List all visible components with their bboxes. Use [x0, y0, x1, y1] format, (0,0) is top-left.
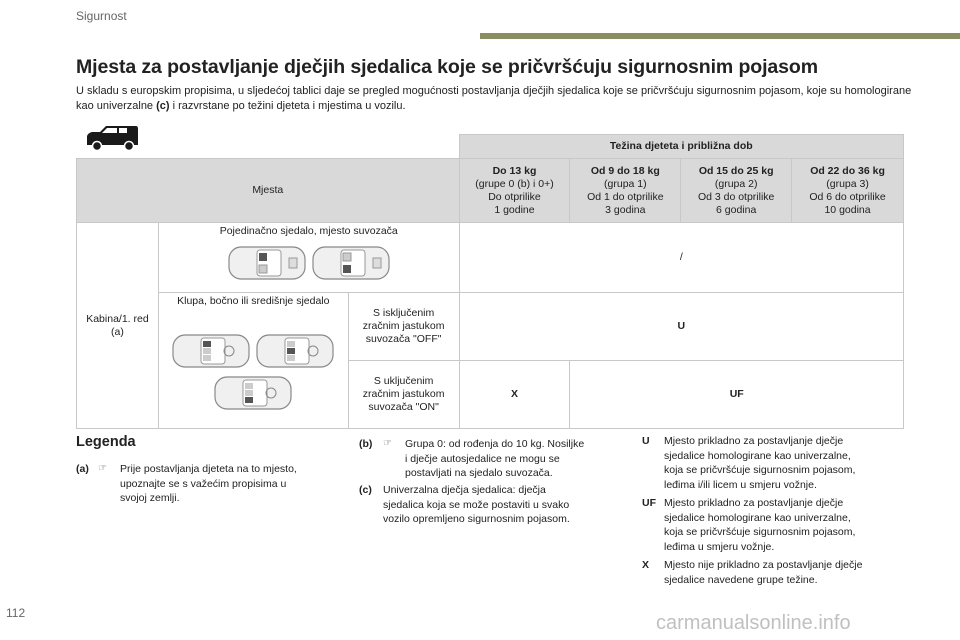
- legend-line: leđima i/ili licem u smjeru vožnje.: [664, 478, 817, 491]
- column-line: 10 godina: [824, 203, 871, 216]
- car-top-view-icon: [213, 374, 293, 412]
- legend-line: sjedalice homologirane kao univerzalne,: [664, 449, 851, 462]
- car-top-view-icon: [227, 244, 307, 282]
- legend-item-uf: [642, 496, 912, 556]
- column-line: 3 godina: [605, 203, 646, 216]
- car-top-view-icon: [255, 332, 335, 370]
- column-header-group1: [570, 159, 681, 223]
- legend-line: sjedalice homologirane kao univerzalne,: [664, 511, 851, 524]
- intro-paragraph: [76, 84, 916, 114]
- row-group-cabin: [77, 223, 159, 429]
- legend-item-a: [76, 462, 346, 512]
- section-header: Sigurnost: [76, 9, 127, 23]
- legend-item-c: [359, 483, 619, 529]
- column-line: Od 6 do otprilike: [809, 190, 886, 203]
- footer-watermark: carmanualsonline.info: [656, 612, 851, 634]
- legend-line: vozilo opremljeno sigurnosnim pojasom.: [383, 513, 570, 525]
- column-header-group3: [792, 159, 904, 223]
- column-line: (grupa 1): [604, 177, 647, 190]
- airbag-off-value: U: [459, 293, 903, 361]
- legend-line: leđima u smjeru vožnje.: [664, 540, 775, 553]
- single-seat-cell: [158, 223, 459, 293]
- car-top-view-icon: [311, 244, 391, 282]
- legend-key: (b): [359, 438, 373, 450]
- legend-key: X: [642, 559, 650, 571]
- legend-line: Mjesto nije prikladno za postavljanje dječje: [664, 559, 863, 571]
- child-seat-table: [76, 134, 904, 429]
- intro-text-before: U skladu s europskim propisima, u sljedećoj tablici daje se pregled mogućnosti postavljanja dječjih sjedalica koje se pričvršćuju sigurnosnim pojasom, koje su homologirane kao univerzalne: [76, 85, 912, 112]
- legend-line: Grupa 0: od rođenja do 10 kg. Nosiljke: [405, 438, 585, 450]
- airbag-on-line: zračnim jastukom: [362, 388, 445, 400]
- legend-line: sjedalice navedene grupe težine.: [664, 573, 818, 586]
- bench-seat-label: Klupa, bočno ili središnje sjedalo: [177, 295, 330, 307]
- legend-line: upoznajte se s važećim propisima u: [120, 477, 287, 490]
- legend-item-x: [642, 558, 912, 590]
- legend-line: koja se pričvršćuje sigurnosnim pojasom,: [664, 464, 856, 476]
- legend-line: svojoj zemlji.: [120, 492, 180, 504]
- airbag-on-value-other: UF: [570, 361, 904, 429]
- airbag-on-line: S uključenim: [373, 375, 434, 387]
- legend-line: koja se pričvršćuje sigurnosnim pojasom,: [664, 526, 856, 538]
- airbag-off-line: suvozača "OFF": [365, 333, 442, 345]
- airbag-off-cell: [348, 293, 459, 361]
- legend-key: U: [642, 435, 650, 447]
- airbag-off-line: zračnim jastukom: [362, 320, 445, 332]
- weight-header: Težina djeteta i približna dob: [459, 135, 903, 159]
- legend-key: UF: [642, 497, 656, 509]
- places-header: Mjesta: [77, 159, 460, 223]
- legend-key: (c): [359, 484, 372, 496]
- column-line: (grupa 2): [714, 177, 758, 190]
- legend-line: sjedalica koja se može postaviti u svako: [383, 498, 570, 511]
- intro-text-bold: (c): [156, 100, 170, 112]
- airbag-on-cell: [348, 361, 459, 429]
- column-line: Od 3 do otprilike: [697, 190, 775, 203]
- column-header-group2: [681, 159, 792, 223]
- column-header-group0: [459, 159, 570, 223]
- intro-text-after: i razvrstane po težini djeteta i mjestima u vozilu.: [169, 100, 406, 112]
- bench-seat-cell: [158, 293, 348, 429]
- row-group-line: (a): [111, 325, 124, 338]
- legend-line: postavljati na sjedalo suvozača.: [405, 467, 553, 479]
- legend-key: (a): [76, 463, 89, 475]
- single-seat-value: /: [459, 223, 903, 293]
- column-line: Do otprilike: [488, 190, 541, 203]
- page-number: 112: [6, 606, 26, 620]
- column-title: Do 13 kg: [492, 164, 537, 177]
- pointing-hand-icon: ☞: [98, 463, 107, 474]
- column-line: 1 godine: [494, 203, 535, 216]
- legend-line: Mjesto prikladno za postavljanje dječje: [664, 497, 844, 509]
- header-bar: [480, 33, 960, 39]
- column-line: (grupa 3): [826, 177, 869, 190]
- row-group-line: Kabina/1. red: [86, 312, 149, 325]
- column-line: (grupe 0 (b) i 0+): [475, 177, 554, 190]
- column-line: Od 1 do otprilike: [587, 190, 664, 203]
- legend-line: Mjesto prikladno za postavljanje dječje: [664, 435, 844, 447]
- airbag-on-line: suvozača "ON": [368, 401, 439, 413]
- column-title: Od 9 do 18 kg: [590, 164, 660, 177]
- column-line: 6 godina: [716, 203, 757, 216]
- pointing-hand-icon: ☞: [383, 438, 392, 449]
- legend-line: Prije postavljanja djeteta na to mjesto,: [120, 463, 297, 475]
- column-title: Od 15 do 25 kg: [698, 164, 774, 177]
- airbag-on-value-group0: X: [459, 361, 570, 429]
- single-seat-label: Pojedinačno sjedalo, mjesto suvozača: [219, 225, 398, 237]
- legend-item-b: [359, 437, 619, 483]
- legend-line: Univerzalna dječja sjedalica: dječja: [383, 484, 546, 496]
- page-title: Mjesta za postavljanje dječjih sjedalica koje se pričvršćuju sigurnosnim pojasom: [76, 56, 818, 78]
- car-top-view-icon: [171, 332, 251, 370]
- column-title: Od 22 do 36 kg: [810, 164, 885, 177]
- legend-item-u: [642, 434, 912, 494]
- airbag-off-line: S isključenim: [372, 307, 435, 319]
- legend-line: i dječje autosjedalice ne mogu se: [405, 452, 560, 465]
- legend-title: Legenda: [76, 434, 136, 450]
